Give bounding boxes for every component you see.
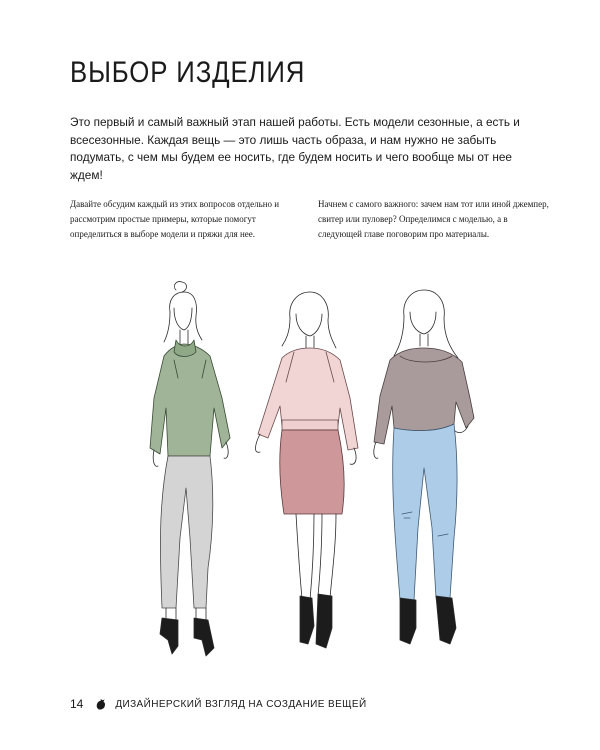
figure-taupe-jumper: [374, 290, 474, 644]
black-ankle-boots: [300, 596, 314, 644]
body-column-right: Начнем с самого важного: зачем нам тот или иной джемпер, свитер или пуловер? Определимся с моделью, а в следующей главе поговорим про материалы.: [318, 199, 549, 239]
page-footer: [70, 697, 367, 711]
rose-skirt: [280, 430, 344, 514]
figure-green-sweater: [150, 282, 230, 656]
hen-icon: [95, 698, 107, 710]
body-column-left: Давайте обсудим каждый из этих вопросов отдельно и рассмотрим простые примеры, которые помогут определиться в выборе модели и пряжи для нее.: [70, 199, 280, 239]
blue-ripped-jeans: [393, 424, 457, 600]
black-ankle-boots-2: [400, 598, 416, 644]
figure-pink-sweater: [256, 292, 359, 648]
running-head: ДИЗАЙНЕРСКИЙ ВЗГЛЯД НА СОЗДАНИЕ ВЕЩЕЙ: [115, 698, 367, 710]
black-pumps: [160, 618, 178, 654]
page-number: 14: [70, 697, 84, 711]
lead-paragraph: Это первый и самый важный этап нашей работы. Есть модели сезонные, а есть и всесезонные. Каждая вещь — это лишь часть образа, и нам нужно не забыть подумать, с чем мы будем ее носить, где будем носить и чего вообще мы от нее ждем!: [70, 115, 520, 182]
green-sweater: [150, 344, 230, 456]
fashion-illustration: [118, 278, 494, 678]
page-title: ВЫБОР ИЗДЕЛИЯ: [70, 56, 306, 89]
taupe-jumper: [374, 348, 474, 444]
gray-trousers: [160, 456, 212, 608]
